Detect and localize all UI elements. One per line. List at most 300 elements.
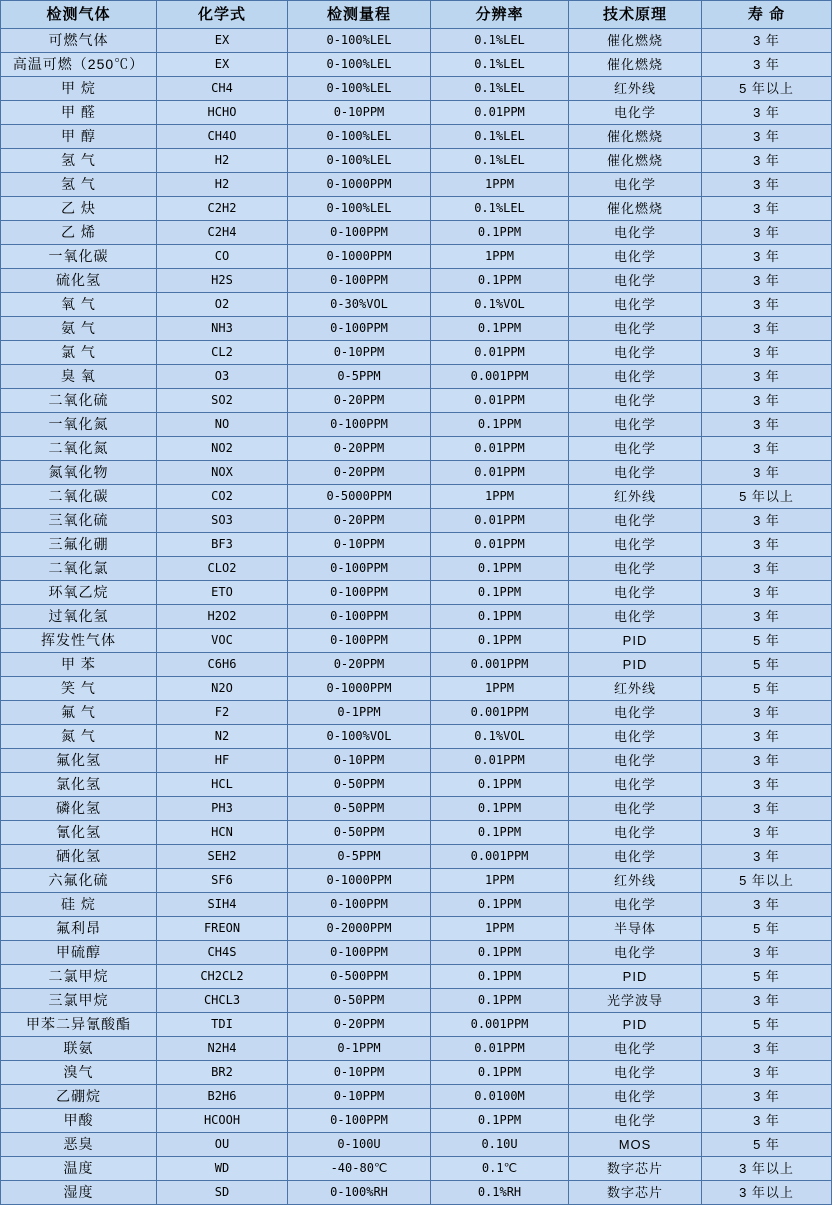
cell-resolution: 0.1%LEL <box>431 53 569 77</box>
cell-chemical-formula: CL2 <box>157 341 288 365</box>
table-row <box>1 605 832 629</box>
cell-chemical-formula: CH4O <box>157 125 288 149</box>
cell-resolution: 0.1PPM <box>431 773 569 797</box>
cell-chemical-formula: CLO2 <box>157 557 288 581</box>
cell-lifespan: 3 年 <box>702 1085 832 1109</box>
cell-technical-principle: 电化学 <box>569 245 702 269</box>
cell-technical-principle: 催化燃烧 <box>569 53 702 77</box>
cell-chemical-formula: SO3 <box>157 509 288 533</box>
cell-lifespan: 3 年 <box>702 989 832 1013</box>
cell-chemical-formula: N2H4 <box>157 1037 288 1061</box>
cell-gas-name: 温度 <box>1 1157 157 1181</box>
cell-measuring-range: 0-1000PPM <box>288 869 431 893</box>
cell-chemical-formula: H2 <box>157 149 288 173</box>
table-row <box>1 1109 832 1133</box>
table-row <box>1 317 832 341</box>
cell-resolution: 0.1PPM <box>431 965 569 989</box>
table-row <box>1 53 832 77</box>
cell-gas-name: 氟利昂 <box>1 917 157 941</box>
cell-technical-principle: 电化学 <box>569 509 702 533</box>
cell-resolution: 0.1%LEL <box>431 29 569 53</box>
cell-lifespan: 3 年 <box>702 845 832 869</box>
table-row <box>1 221 832 245</box>
table-row <box>1 557 832 581</box>
table-row <box>1 77 832 101</box>
cell-technical-principle: PID <box>569 653 702 677</box>
cell-chemical-formula: O2 <box>157 293 288 317</box>
cell-resolution: 0.01PPM <box>431 389 569 413</box>
cell-chemical-formula: SEH2 <box>157 845 288 869</box>
cell-resolution: 0.001PPM <box>431 845 569 869</box>
cell-technical-principle: 电化学 <box>569 293 702 317</box>
table-row <box>1 941 832 965</box>
table-row <box>1 701 832 725</box>
cell-measuring-range: 0-1000PPM <box>288 245 431 269</box>
table-row <box>1 1181 832 1205</box>
cell-resolution: 1PPM <box>431 869 569 893</box>
cell-technical-principle: PID <box>569 965 702 989</box>
cell-measuring-range: 0-5PPM <box>288 845 431 869</box>
cell-resolution: 0.1%LEL <box>431 149 569 173</box>
cell-lifespan: 5 年以上 <box>702 485 832 509</box>
cell-chemical-formula: NO <box>157 413 288 437</box>
cell-technical-principle: 数字芯片 <box>569 1157 702 1181</box>
cell-lifespan: 5 年以上 <box>702 77 832 101</box>
table-row <box>1 749 832 773</box>
cell-chemical-formula: NO2 <box>157 437 288 461</box>
cell-measuring-range: 0-100%LEL <box>288 149 431 173</box>
cell-lifespan: 3 年 <box>702 317 832 341</box>
cell-measuring-range: 0-100PPM <box>288 893 431 917</box>
cell-technical-principle: 电化学 <box>569 389 702 413</box>
table-row <box>1 581 832 605</box>
cell-measuring-range: 0-20PPM <box>288 653 431 677</box>
cell-resolution: 0.001PPM <box>431 653 569 677</box>
cell-lifespan: 3 年 <box>702 389 832 413</box>
cell-gas-name: 乙 烯 <box>1 221 157 245</box>
table-row <box>1 125 832 149</box>
cell-resolution: 0.001PPM <box>431 701 569 725</box>
column-header-technical-principle: 技术原理 <box>569 1 702 29</box>
table-row <box>1 677 832 701</box>
cell-technical-principle: 电化学 <box>569 461 702 485</box>
cell-lifespan: 3 年 <box>702 53 832 77</box>
cell-gas-name: 二氧化硫 <box>1 389 157 413</box>
table-row <box>1 893 832 917</box>
cell-measuring-range: 0-5PPM <box>288 365 431 389</box>
table-row <box>1 821 832 845</box>
cell-resolution: 0.1PPM <box>431 797 569 821</box>
table-header <box>1 1 832 29</box>
cell-chemical-formula: C2H4 <box>157 221 288 245</box>
cell-gas-name: 三氧化硫 <box>1 509 157 533</box>
cell-resolution: 0.1PPM <box>431 629 569 653</box>
column-header-gas-name: 检测气体 <box>1 1 157 29</box>
column-header-measuring-range: 检测量程 <box>288 1 431 29</box>
cell-gas-name: 臭 氧 <box>1 365 157 389</box>
cell-chemical-formula: N2 <box>157 725 288 749</box>
cell-measuring-range: 0-5000PPM <box>288 485 431 509</box>
cell-chemical-formula: VOC <box>157 629 288 653</box>
cell-chemical-formula: HF <box>157 749 288 773</box>
cell-measuring-range: 0-100PPM <box>288 581 431 605</box>
cell-measuring-range: 0-50PPM <box>288 821 431 845</box>
cell-resolution: 0.1PPM <box>431 989 569 1013</box>
cell-lifespan: 3 年 <box>702 149 832 173</box>
cell-gas-name: 氧 气 <box>1 293 157 317</box>
cell-gas-name: 高温可燃（250℃） <box>1 53 157 77</box>
table-row <box>1 485 832 509</box>
cell-lifespan: 5 年 <box>702 965 832 989</box>
cell-resolution: 0.01PPM <box>431 533 569 557</box>
cell-chemical-formula: BR2 <box>157 1061 288 1085</box>
cell-gas-name: 二氧化氮 <box>1 437 157 461</box>
cell-lifespan: 5 年 <box>702 1013 832 1037</box>
cell-gas-name: 溴气 <box>1 1061 157 1085</box>
cell-chemical-formula: SIH4 <box>157 893 288 917</box>
cell-technical-principle: 催化燃烧 <box>569 29 702 53</box>
cell-technical-principle: 电化学 <box>569 845 702 869</box>
cell-gas-name: 硫化氢 <box>1 269 157 293</box>
cell-lifespan: 3 年 <box>702 821 832 845</box>
cell-technical-principle: 电化学 <box>569 1109 702 1133</box>
cell-gas-name: 氯 气 <box>1 341 157 365</box>
cell-gas-name: 环氧乙烷 <box>1 581 157 605</box>
cell-technical-principle: 催化燃烧 <box>569 197 702 221</box>
cell-gas-name: 湿度 <box>1 1181 157 1205</box>
cell-chemical-formula: WD <box>157 1157 288 1181</box>
cell-chemical-formula: PH3 <box>157 797 288 821</box>
table-row <box>1 509 832 533</box>
cell-chemical-formula: HCN <box>157 821 288 845</box>
cell-resolution: 0.1%LEL <box>431 125 569 149</box>
cell-resolution: 0.1%LEL <box>431 77 569 101</box>
cell-lifespan: 5 年 <box>702 653 832 677</box>
cell-lifespan: 3 年 <box>702 437 832 461</box>
table-row <box>1 293 832 317</box>
cell-measuring-range: 0-100PPM <box>288 941 431 965</box>
cell-resolution: 0.01PPM <box>431 101 569 125</box>
cell-gas-name: 一氧化氮 <box>1 413 157 437</box>
cell-measuring-range: 0-10PPM <box>288 341 431 365</box>
cell-chemical-formula: NH3 <box>157 317 288 341</box>
table-row <box>1 341 832 365</box>
cell-measuring-range: 0-1PPM <box>288 1037 431 1061</box>
column-header-resolution: 分辨率 <box>431 1 569 29</box>
cell-technical-principle: 电化学 <box>569 269 702 293</box>
cell-lifespan: 5 年 <box>702 917 832 941</box>
cell-technical-principle: 电化学 <box>569 605 702 629</box>
cell-resolution: 0.1PPM <box>431 821 569 845</box>
table-row <box>1 1061 832 1085</box>
cell-chemical-formula: CO2 <box>157 485 288 509</box>
cell-technical-principle: PID <box>569 1013 702 1037</box>
table-row <box>1 365 832 389</box>
cell-technical-principle: 数字芯片 <box>569 1181 702 1205</box>
cell-technical-principle: 电化学 <box>569 1037 702 1061</box>
table-row <box>1 101 832 125</box>
cell-technical-principle: 电化学 <box>569 557 702 581</box>
table-row <box>1 1013 832 1037</box>
cell-resolution: 0.001PPM <box>431 1013 569 1037</box>
cell-chemical-formula: CH2CL2 <box>157 965 288 989</box>
cell-measuring-range: 0-20PPM <box>288 1013 431 1037</box>
cell-measuring-range: 0-100%LEL <box>288 29 431 53</box>
cell-technical-principle: 电化学 <box>569 797 702 821</box>
cell-measuring-range: 0-100%RH <box>288 1181 431 1205</box>
table-header-row <box>1 1 832 29</box>
cell-chemical-formula: BF3 <box>157 533 288 557</box>
cell-resolution: 0.01PPM <box>431 437 569 461</box>
cell-lifespan: 3 年 <box>702 245 832 269</box>
table-row <box>1 173 832 197</box>
cell-technical-principle: 电化学 <box>569 821 702 845</box>
cell-gas-name: 硅 烷 <box>1 893 157 917</box>
cell-lifespan: 5 年 <box>702 1133 832 1157</box>
table-row <box>1 917 832 941</box>
cell-technical-principle: 电化学 <box>569 701 702 725</box>
cell-chemical-formula: ETO <box>157 581 288 605</box>
cell-resolution: 0.01PPM <box>431 341 569 365</box>
cell-technical-principle: 电化学 <box>569 365 702 389</box>
cell-measuring-range: -40-80℃ <box>288 1157 431 1181</box>
cell-gas-name: 甲苯二异氰酸酯 <box>1 1013 157 1037</box>
cell-gas-name: 三氟化硼 <box>1 533 157 557</box>
cell-gas-name: 可燃气体 <box>1 29 157 53</box>
cell-resolution: 0.1%VOL <box>431 725 569 749</box>
table-row <box>1 773 832 797</box>
cell-gas-name: 挥发性气体 <box>1 629 157 653</box>
cell-measuring-range: 0-100U <box>288 1133 431 1157</box>
cell-chemical-formula: NOX <box>157 461 288 485</box>
cell-resolution: 1PPM <box>431 917 569 941</box>
cell-gas-name: 甲酸 <box>1 1109 157 1133</box>
cell-lifespan: 3 年以上 <box>702 1181 832 1205</box>
cell-technical-principle: 半导体 <box>569 917 702 941</box>
cell-resolution: 0.01PPM <box>431 749 569 773</box>
cell-lifespan: 3 年 <box>702 725 832 749</box>
table-row <box>1 29 832 53</box>
cell-measuring-range: 0-500PPM <box>288 965 431 989</box>
cell-measuring-range: 0-10PPM <box>288 1061 431 1085</box>
cell-gas-name: 氢 气 <box>1 173 157 197</box>
cell-gas-name: 氮 气 <box>1 725 157 749</box>
cell-lifespan: 3 年 <box>702 341 832 365</box>
cell-lifespan: 3 年 <box>702 605 832 629</box>
cell-measuring-range: 0-100PPM <box>288 605 431 629</box>
table-row <box>1 413 832 437</box>
cell-gas-name: 甲 醛 <box>1 101 157 125</box>
cell-gas-name: 氮氧化物 <box>1 461 157 485</box>
cell-chemical-formula: FREON <box>157 917 288 941</box>
table-row <box>1 725 832 749</box>
cell-resolution: 0.1PPM <box>431 413 569 437</box>
cell-technical-principle: 电化学 <box>569 725 702 749</box>
cell-chemical-formula: CH4 <box>157 77 288 101</box>
cell-measuring-range: 0-100%VOL <box>288 725 431 749</box>
cell-measuring-range: 0-20PPM <box>288 437 431 461</box>
cell-measuring-range: 0-10PPM <box>288 1085 431 1109</box>
cell-technical-principle: MOS <box>569 1133 702 1157</box>
cell-resolution: 0.01PPM <box>431 461 569 485</box>
cell-resolution: 0.10U <box>431 1133 569 1157</box>
cell-chemical-formula: SO2 <box>157 389 288 413</box>
table-row <box>1 1085 832 1109</box>
cell-resolution: 0.1PPM <box>431 221 569 245</box>
cell-resolution: 0.1PPM <box>431 269 569 293</box>
cell-chemical-formula: F2 <box>157 701 288 725</box>
cell-measuring-range: 0-100PPM <box>288 317 431 341</box>
cell-measuring-range: 0-100%LEL <box>288 53 431 77</box>
cell-technical-principle: 电化学 <box>569 941 702 965</box>
cell-technical-principle: 催化燃烧 <box>569 149 702 173</box>
cell-technical-principle: 电化学 <box>569 413 702 437</box>
cell-technical-principle: 电化学 <box>569 893 702 917</box>
cell-technical-principle: 红外线 <box>569 485 702 509</box>
cell-chemical-formula: SF6 <box>157 869 288 893</box>
cell-gas-name: 氯化氢 <box>1 773 157 797</box>
cell-gas-name: 联氨 <box>1 1037 157 1061</box>
cell-technical-principle: 电化学 <box>569 437 702 461</box>
cell-resolution: 0.1PPM <box>431 1109 569 1133</box>
cell-resolution: 0.1%LEL <box>431 197 569 221</box>
cell-gas-name: 甲 烷 <box>1 77 157 101</box>
cell-gas-name: 乙 炔 <box>1 197 157 221</box>
cell-lifespan: 3 年 <box>702 413 832 437</box>
cell-gas-name: 硒化氢 <box>1 845 157 869</box>
cell-measuring-range: 0-1000PPM <box>288 173 431 197</box>
cell-resolution: 0.01PPM <box>431 509 569 533</box>
cell-measuring-range: 0-30%VOL <box>288 293 431 317</box>
cell-gas-name: 磷化氢 <box>1 797 157 821</box>
table-row <box>1 269 832 293</box>
cell-gas-name: 甲 醇 <box>1 125 157 149</box>
cell-measuring-range: 0-20PPM <box>288 389 431 413</box>
cell-gas-name: 二氯甲烷 <box>1 965 157 989</box>
table-row <box>1 797 832 821</box>
table-row <box>1 845 832 869</box>
cell-measuring-range: 0-100%LEL <box>288 125 431 149</box>
cell-gas-name: 乙硼烷 <box>1 1085 157 1109</box>
cell-technical-principle: 电化学 <box>569 173 702 197</box>
cell-resolution: 0.1PPM <box>431 941 569 965</box>
cell-technical-principle: 电化学 <box>569 581 702 605</box>
cell-measuring-range: 0-100PPM <box>288 221 431 245</box>
table-row <box>1 869 832 893</box>
cell-lifespan: 3 年 <box>702 1061 832 1085</box>
table-row <box>1 389 832 413</box>
cell-lifespan: 3 年 <box>702 773 832 797</box>
cell-technical-principle: 红外线 <box>569 869 702 893</box>
cell-lifespan: 3 年 <box>702 557 832 581</box>
cell-measuring-range: 0-10PPM <box>288 749 431 773</box>
cell-lifespan: 3 年以上 <box>702 1157 832 1181</box>
cell-lifespan: 5 年以上 <box>702 869 832 893</box>
cell-chemical-formula: TDI <box>157 1013 288 1037</box>
cell-gas-name: 恶臭 <box>1 1133 157 1157</box>
cell-measuring-range: 0-2000PPM <box>288 917 431 941</box>
cell-resolution: 1PPM <box>431 485 569 509</box>
table-row <box>1 1133 832 1157</box>
cell-gas-name: 六氟化硫 <box>1 869 157 893</box>
cell-resolution: 0.01PPM <box>431 1037 569 1061</box>
table-row <box>1 965 832 989</box>
cell-lifespan: 3 年 <box>702 221 832 245</box>
cell-lifespan: 3 年 <box>702 197 832 221</box>
cell-lifespan: 3 年 <box>702 461 832 485</box>
cell-resolution: 0.1PPM <box>431 893 569 917</box>
table-row <box>1 1037 832 1061</box>
cell-measuring-range: 0-1PPM <box>288 701 431 725</box>
cell-lifespan: 3 年 <box>702 533 832 557</box>
cell-measuring-range: 0-20PPM <box>288 509 431 533</box>
cell-technical-principle: 红外线 <box>569 677 702 701</box>
cell-resolution: 0.1PPM <box>431 605 569 629</box>
table-row <box>1 1157 832 1181</box>
cell-measuring-range: 0-100PPM <box>288 1109 431 1133</box>
cell-resolution: 0.001PPM <box>431 365 569 389</box>
cell-chemical-formula: EX <box>157 53 288 77</box>
cell-chemical-formula: EX <box>157 29 288 53</box>
cell-gas-name: 笑 气 <box>1 677 157 701</box>
cell-lifespan: 3 年 <box>702 173 832 197</box>
cell-resolution: 1PPM <box>431 173 569 197</box>
cell-chemical-formula: H2O2 <box>157 605 288 629</box>
cell-measuring-range: 0-100%LEL <box>288 197 431 221</box>
cell-lifespan: 3 年 <box>702 509 832 533</box>
cell-measuring-range: 0-100PPM <box>288 557 431 581</box>
cell-lifespan: 3 年 <box>702 293 832 317</box>
cell-gas-name: 二氧化碳 <box>1 485 157 509</box>
column-header-lifespan: 寿 命 <box>702 1 832 29</box>
cell-gas-name: 甲 苯 <box>1 653 157 677</box>
cell-technical-principle: 催化燃烧 <box>569 125 702 149</box>
cell-measuring-range: 0-100%LEL <box>288 77 431 101</box>
cell-resolution: 0.1PPM <box>431 557 569 581</box>
cell-gas-name: 三氯甲烷 <box>1 989 157 1013</box>
cell-chemical-formula: O3 <box>157 365 288 389</box>
table-body <box>1 29 832 1205</box>
cell-measuring-range: 0-10PPM <box>288 533 431 557</box>
cell-chemical-formula: HCHO <box>157 101 288 125</box>
cell-gas-name: 氟化氢 <box>1 749 157 773</box>
table-row <box>1 989 832 1013</box>
cell-lifespan: 3 年 <box>702 893 832 917</box>
cell-lifespan: 3 年 <box>702 29 832 53</box>
table-row <box>1 245 832 269</box>
table-row <box>1 437 832 461</box>
cell-chemical-formula: CHCL3 <box>157 989 288 1013</box>
cell-lifespan: 3 年 <box>702 365 832 389</box>
cell-technical-principle: PID <box>569 629 702 653</box>
cell-chemical-formula: CO <box>157 245 288 269</box>
cell-chemical-formula: N2O <box>157 677 288 701</box>
cell-lifespan: 3 年 <box>702 797 832 821</box>
cell-measuring-range: 0-50PPM <box>288 797 431 821</box>
cell-resolution: 0.1℃ <box>431 1157 569 1181</box>
cell-technical-principle: 电化学 <box>569 773 702 797</box>
cell-lifespan: 3 年 <box>702 269 832 293</box>
cell-gas-name: 氢 气 <box>1 149 157 173</box>
cell-measuring-range: 0-10PPM <box>288 101 431 125</box>
cell-technical-principle: 光学波导 <box>569 989 702 1013</box>
cell-resolution: 0.1PPM <box>431 1061 569 1085</box>
cell-chemical-formula: OU <box>157 1133 288 1157</box>
cell-technical-principle: 电化学 <box>569 101 702 125</box>
cell-resolution: 0.0100M <box>431 1085 569 1109</box>
cell-chemical-formula: C2H2 <box>157 197 288 221</box>
cell-measuring-range: 0-1000PPM <box>288 677 431 701</box>
